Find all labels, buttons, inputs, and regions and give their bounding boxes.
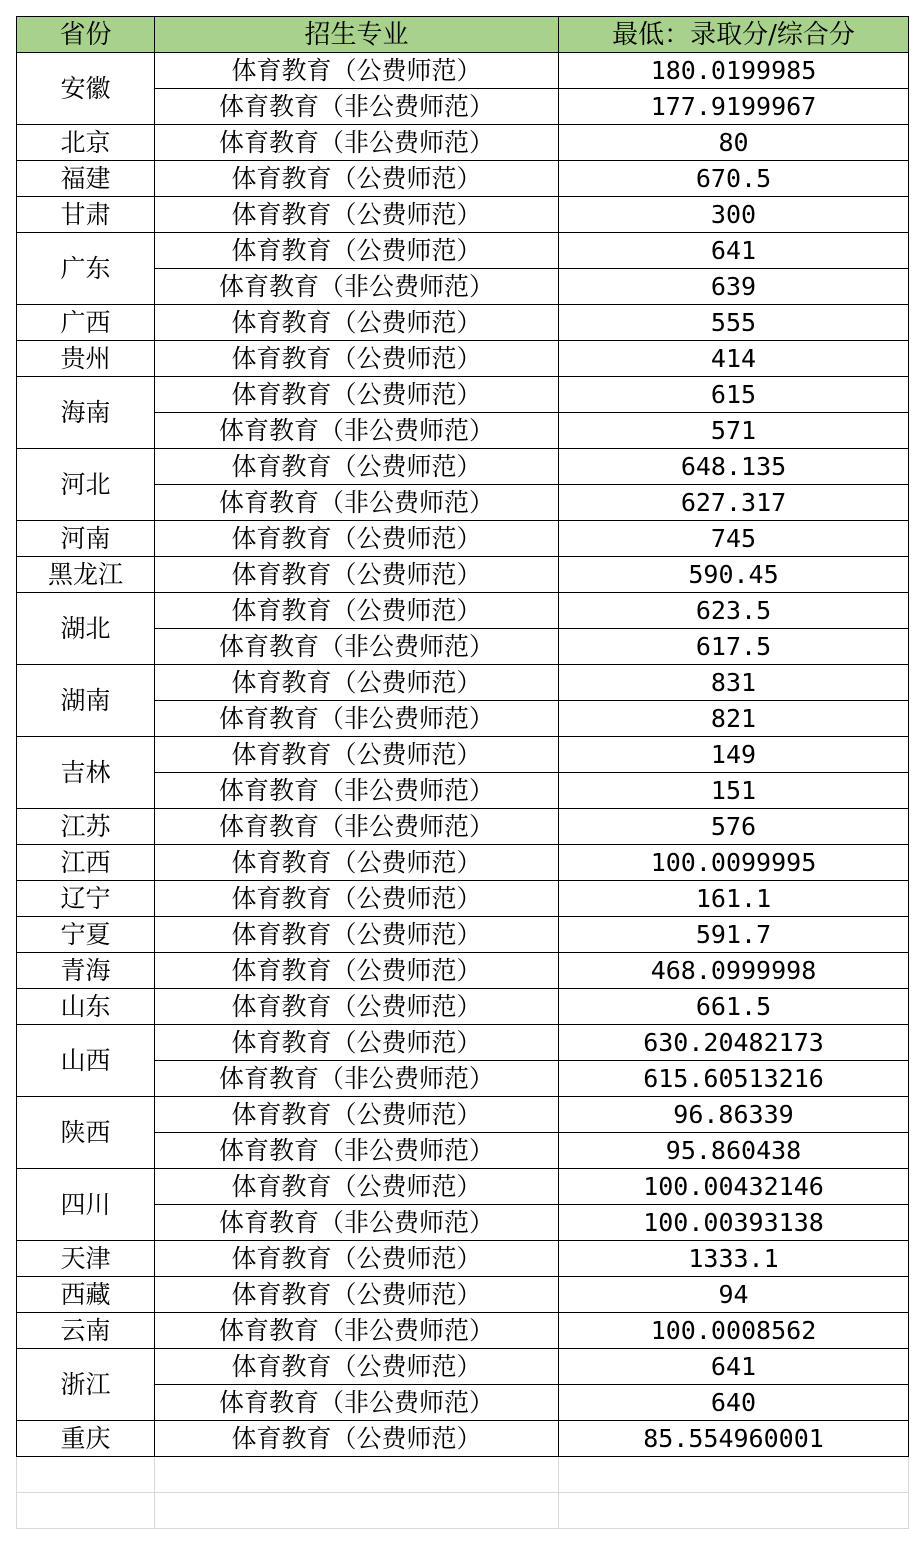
table-row	[17, 917, 909, 953]
table-row	[17, 1421, 909, 1457]
table-row	[17, 665, 909, 701]
province-cell[interactable]: 北京	[17, 125, 155, 161]
score-cell[interactable]: 100.00432146	[559, 1169, 909, 1205]
header-row	[17, 17, 909, 53]
score-cell[interactable]: 615.60513216	[559, 1061, 909, 1097]
header-min-score[interactable]: 最低：录取分/综合分	[559, 17, 909, 53]
province-cell[interactable]: 山东	[17, 989, 155, 1025]
score-cell[interactable]: 639	[559, 269, 909, 305]
major-cell[interactable]: 体育教育（非公费师范）	[155, 413, 559, 449]
header-major[interactable]: 招生专业	[155, 17, 559, 53]
major-cell[interactable]: 体育教育（非公费师范）	[155, 89, 559, 125]
major-cell[interactable]: 体育教育（公费师范）	[155, 1421, 559, 1457]
empty-cell[interactable]	[559, 1493, 909, 1529]
major-cell[interactable]: 体育教育（非公费师范）	[155, 269, 559, 305]
province-cell[interactable]: 湖南	[17, 665, 155, 737]
empty-cell[interactable]	[559, 1457, 909, 1493]
major-cell[interactable]: 体育教育（非公费师范）	[155, 701, 559, 737]
score-cell[interactable]: 85.554960001	[559, 1421, 909, 1457]
table-row	[17, 1277, 909, 1313]
major-cell[interactable]: 体育教育（非公费师范）	[155, 125, 559, 161]
table-row	[17, 197, 909, 233]
score-cell[interactable]: 745	[559, 521, 909, 557]
major-cell[interactable]: 体育教育（非公费师范）	[155, 485, 559, 521]
province-cell[interactable]: 西藏	[17, 1277, 155, 1313]
province-cell[interactable]: 山西	[17, 1025, 155, 1097]
province-cell[interactable]: 吉林	[17, 737, 155, 809]
major-cell[interactable]: 体育教育（公费师范）	[155, 989, 559, 1025]
province-cell[interactable]: 贵州	[17, 341, 155, 377]
score-cell[interactable]: 95.860438	[559, 1133, 909, 1169]
score-cell[interactable]: 96.86339	[559, 1097, 909, 1133]
major-cell[interactable]: 体育教育（非公费师范）	[155, 1205, 559, 1241]
score-cell[interactable]: 1333.1	[559, 1241, 909, 1277]
table-row	[17, 1169, 909, 1205]
table-row	[17, 593, 909, 629]
province-cell[interactable]: 天津	[17, 1241, 155, 1277]
major-cell[interactable]: 体育教育（公费师范）	[155, 305, 559, 341]
score-cell[interactable]: 414	[559, 341, 909, 377]
table-body	[17, 53, 909, 1529]
score-cell[interactable]: 590.45	[559, 557, 909, 593]
table-row	[17, 1025, 909, 1061]
province-cell[interactable]: 江苏	[17, 809, 155, 845]
major-cell[interactable]: 体育教育（公费师范）	[155, 53, 559, 89]
major-cell[interactable]: 体育教育（公费师范）	[155, 1349, 559, 1385]
province-cell[interactable]: 江西	[17, 845, 155, 881]
major-cell[interactable]: 体育教育（公费师范）	[155, 377, 559, 413]
table-row	[17, 449, 909, 485]
score-cell[interactable]: 177.9199967	[559, 89, 909, 125]
table-row	[17, 953, 909, 989]
score-cell[interactable]: 161.1	[559, 881, 909, 917]
province-cell[interactable]: 宁夏	[17, 917, 155, 953]
score-cell[interactable]: 661.5	[559, 989, 909, 1025]
header-province[interactable]: 省份	[17, 17, 155, 53]
province-cell[interactable]: 四川	[17, 1169, 155, 1241]
score-cell[interactable]: 300	[559, 197, 909, 233]
province-cell[interactable]: 海南	[17, 377, 155, 449]
score-cell[interactable]: 151	[559, 773, 909, 809]
major-cell[interactable]: 体育教育（公费师范）	[155, 593, 559, 629]
score-cell[interactable]: 623.5	[559, 593, 909, 629]
major-cell[interactable]: 体育教育（非公费师范）	[155, 1385, 559, 1421]
score-cell[interactable]: 100.0099995	[559, 845, 909, 881]
major-cell[interactable]: 体育教育（公费师范）	[155, 1169, 559, 1205]
table-row	[17, 557, 909, 593]
table-row	[17, 809, 909, 845]
score-cell[interactable]: 94	[559, 1277, 909, 1313]
province-cell[interactable]: 黑龙江	[17, 557, 155, 593]
major-cell[interactable]: 体育教育（公费师范）	[155, 233, 559, 269]
province-cell[interactable]: 青海	[17, 953, 155, 989]
major-cell[interactable]: 体育教育（公费师范）	[155, 557, 559, 593]
major-cell[interactable]: 体育教育（非公费师范）	[155, 1061, 559, 1097]
empty-row	[17, 1493, 909, 1529]
major-cell[interactable]: 体育教育（公费师范）	[155, 341, 559, 377]
table-row	[17, 53, 909, 89]
score-cell[interactable]: 80	[559, 125, 909, 161]
score-cell[interactable]: 100.0008562	[559, 1313, 909, 1349]
major-cell[interactable]: 体育教育（非公费师范）	[155, 629, 559, 665]
table-row	[17, 377, 909, 413]
major-cell[interactable]: 体育教育（非公费师范）	[155, 1133, 559, 1169]
score-cell[interactable]: 640	[559, 1385, 909, 1421]
province-cell[interactable]: 福建	[17, 161, 155, 197]
table-row	[17, 1313, 909, 1349]
province-cell[interactable]: 安徽	[17, 53, 155, 125]
score-cell[interactable]: 630.20482173	[559, 1025, 909, 1061]
empty-cell[interactable]	[17, 1493, 155, 1529]
table-row	[17, 341, 909, 377]
score-cell[interactable]: 468.0999998	[559, 953, 909, 989]
major-cell[interactable]: 体育教育（公费师范）	[155, 197, 559, 233]
major-cell[interactable]: 体育教育（公费师范）	[155, 161, 559, 197]
major-cell[interactable]: 体育教育（公费师范）	[155, 917, 559, 953]
table-row	[17, 161, 909, 197]
major-cell[interactable]: 体育教育（非公费师范）	[155, 1313, 559, 1349]
score-cell[interactable]: 641	[559, 233, 909, 269]
table-row	[17, 1349, 909, 1385]
major-cell[interactable]: 体育教育（非公费师范）	[155, 773, 559, 809]
score-cell[interactable]: 555	[559, 305, 909, 341]
table-row	[17, 989, 909, 1025]
province-cell[interactable]: 陕西	[17, 1097, 155, 1169]
table-row	[17, 881, 909, 917]
empty-cell[interactable]	[155, 1493, 559, 1529]
score-cell[interactable]: 576	[559, 809, 909, 845]
major-cell[interactable]: 体育教育（公费师范）	[155, 953, 559, 989]
empty-cell[interactable]	[17, 1457, 155, 1493]
major-cell[interactable]: 体育教育（公费师范）	[155, 1241, 559, 1277]
province-cell[interactable]: 辽宁	[17, 881, 155, 917]
province-cell[interactable]: 重庆	[17, 1421, 155, 1457]
score-cell[interactable]: 180.0199985	[559, 53, 909, 89]
score-cell[interactable]: 831	[559, 665, 909, 701]
table-row	[17, 1241, 909, 1277]
major-cell[interactable]: 体育教育（公费师范）	[155, 1025, 559, 1061]
score-cell[interactable]: 821	[559, 701, 909, 737]
table-row	[17, 233, 909, 269]
province-cell[interactable]: 广东	[17, 233, 155, 305]
score-cell[interactable]: 571	[559, 413, 909, 449]
major-cell[interactable]: 体育教育（公费师范）	[155, 449, 559, 485]
major-cell[interactable]: 体育教育（公费师范）	[155, 1277, 559, 1313]
score-cell[interactable]: 100.00393138	[559, 1205, 909, 1241]
major-cell[interactable]: 体育教育（公费师范）	[155, 845, 559, 881]
major-cell[interactable]: 体育教育（非公费师范）	[155, 809, 559, 845]
empty-cell[interactable]	[155, 1457, 559, 1493]
major-cell[interactable]: 体育教育（公费师范）	[155, 665, 559, 701]
province-cell[interactable]: 湖北	[17, 593, 155, 665]
province-cell[interactable]: 浙江	[17, 1349, 155, 1421]
table-row	[17, 521, 909, 557]
table-row	[17, 845, 909, 881]
admission-score-table	[16, 16, 909, 1529]
score-cell[interactable]: 149	[559, 737, 909, 773]
score-cell[interactable]: 670.5	[559, 161, 909, 197]
table-row	[17, 737, 909, 773]
score-cell[interactable]: 627.317	[559, 485, 909, 521]
score-cell[interactable]: 641	[559, 1349, 909, 1385]
province-cell[interactable]: 甘肃	[17, 197, 155, 233]
major-cell[interactable]: 体育教育（公费师范）	[155, 521, 559, 557]
major-cell[interactable]: 体育教育（公费师范）	[155, 737, 559, 773]
score-cell[interactable]: 648.135	[559, 449, 909, 485]
empty-row	[17, 1457, 909, 1493]
province-cell[interactable]: 河南	[17, 521, 155, 557]
province-cell[interactable]: 河北	[17, 449, 155, 521]
province-cell[interactable]: 云南	[17, 1313, 155, 1349]
table-row	[17, 305, 909, 341]
table-row	[17, 125, 909, 161]
score-cell[interactable]: 615	[559, 377, 909, 413]
major-cell[interactable]: 体育教育（公费师范）	[155, 881, 559, 917]
table-row	[17, 1097, 909, 1133]
score-cell[interactable]: 591.7	[559, 917, 909, 953]
score-cell[interactable]: 617.5	[559, 629, 909, 665]
major-cell[interactable]: 体育教育（公费师范）	[155, 1097, 559, 1133]
province-cell[interactable]: 广西	[17, 305, 155, 341]
